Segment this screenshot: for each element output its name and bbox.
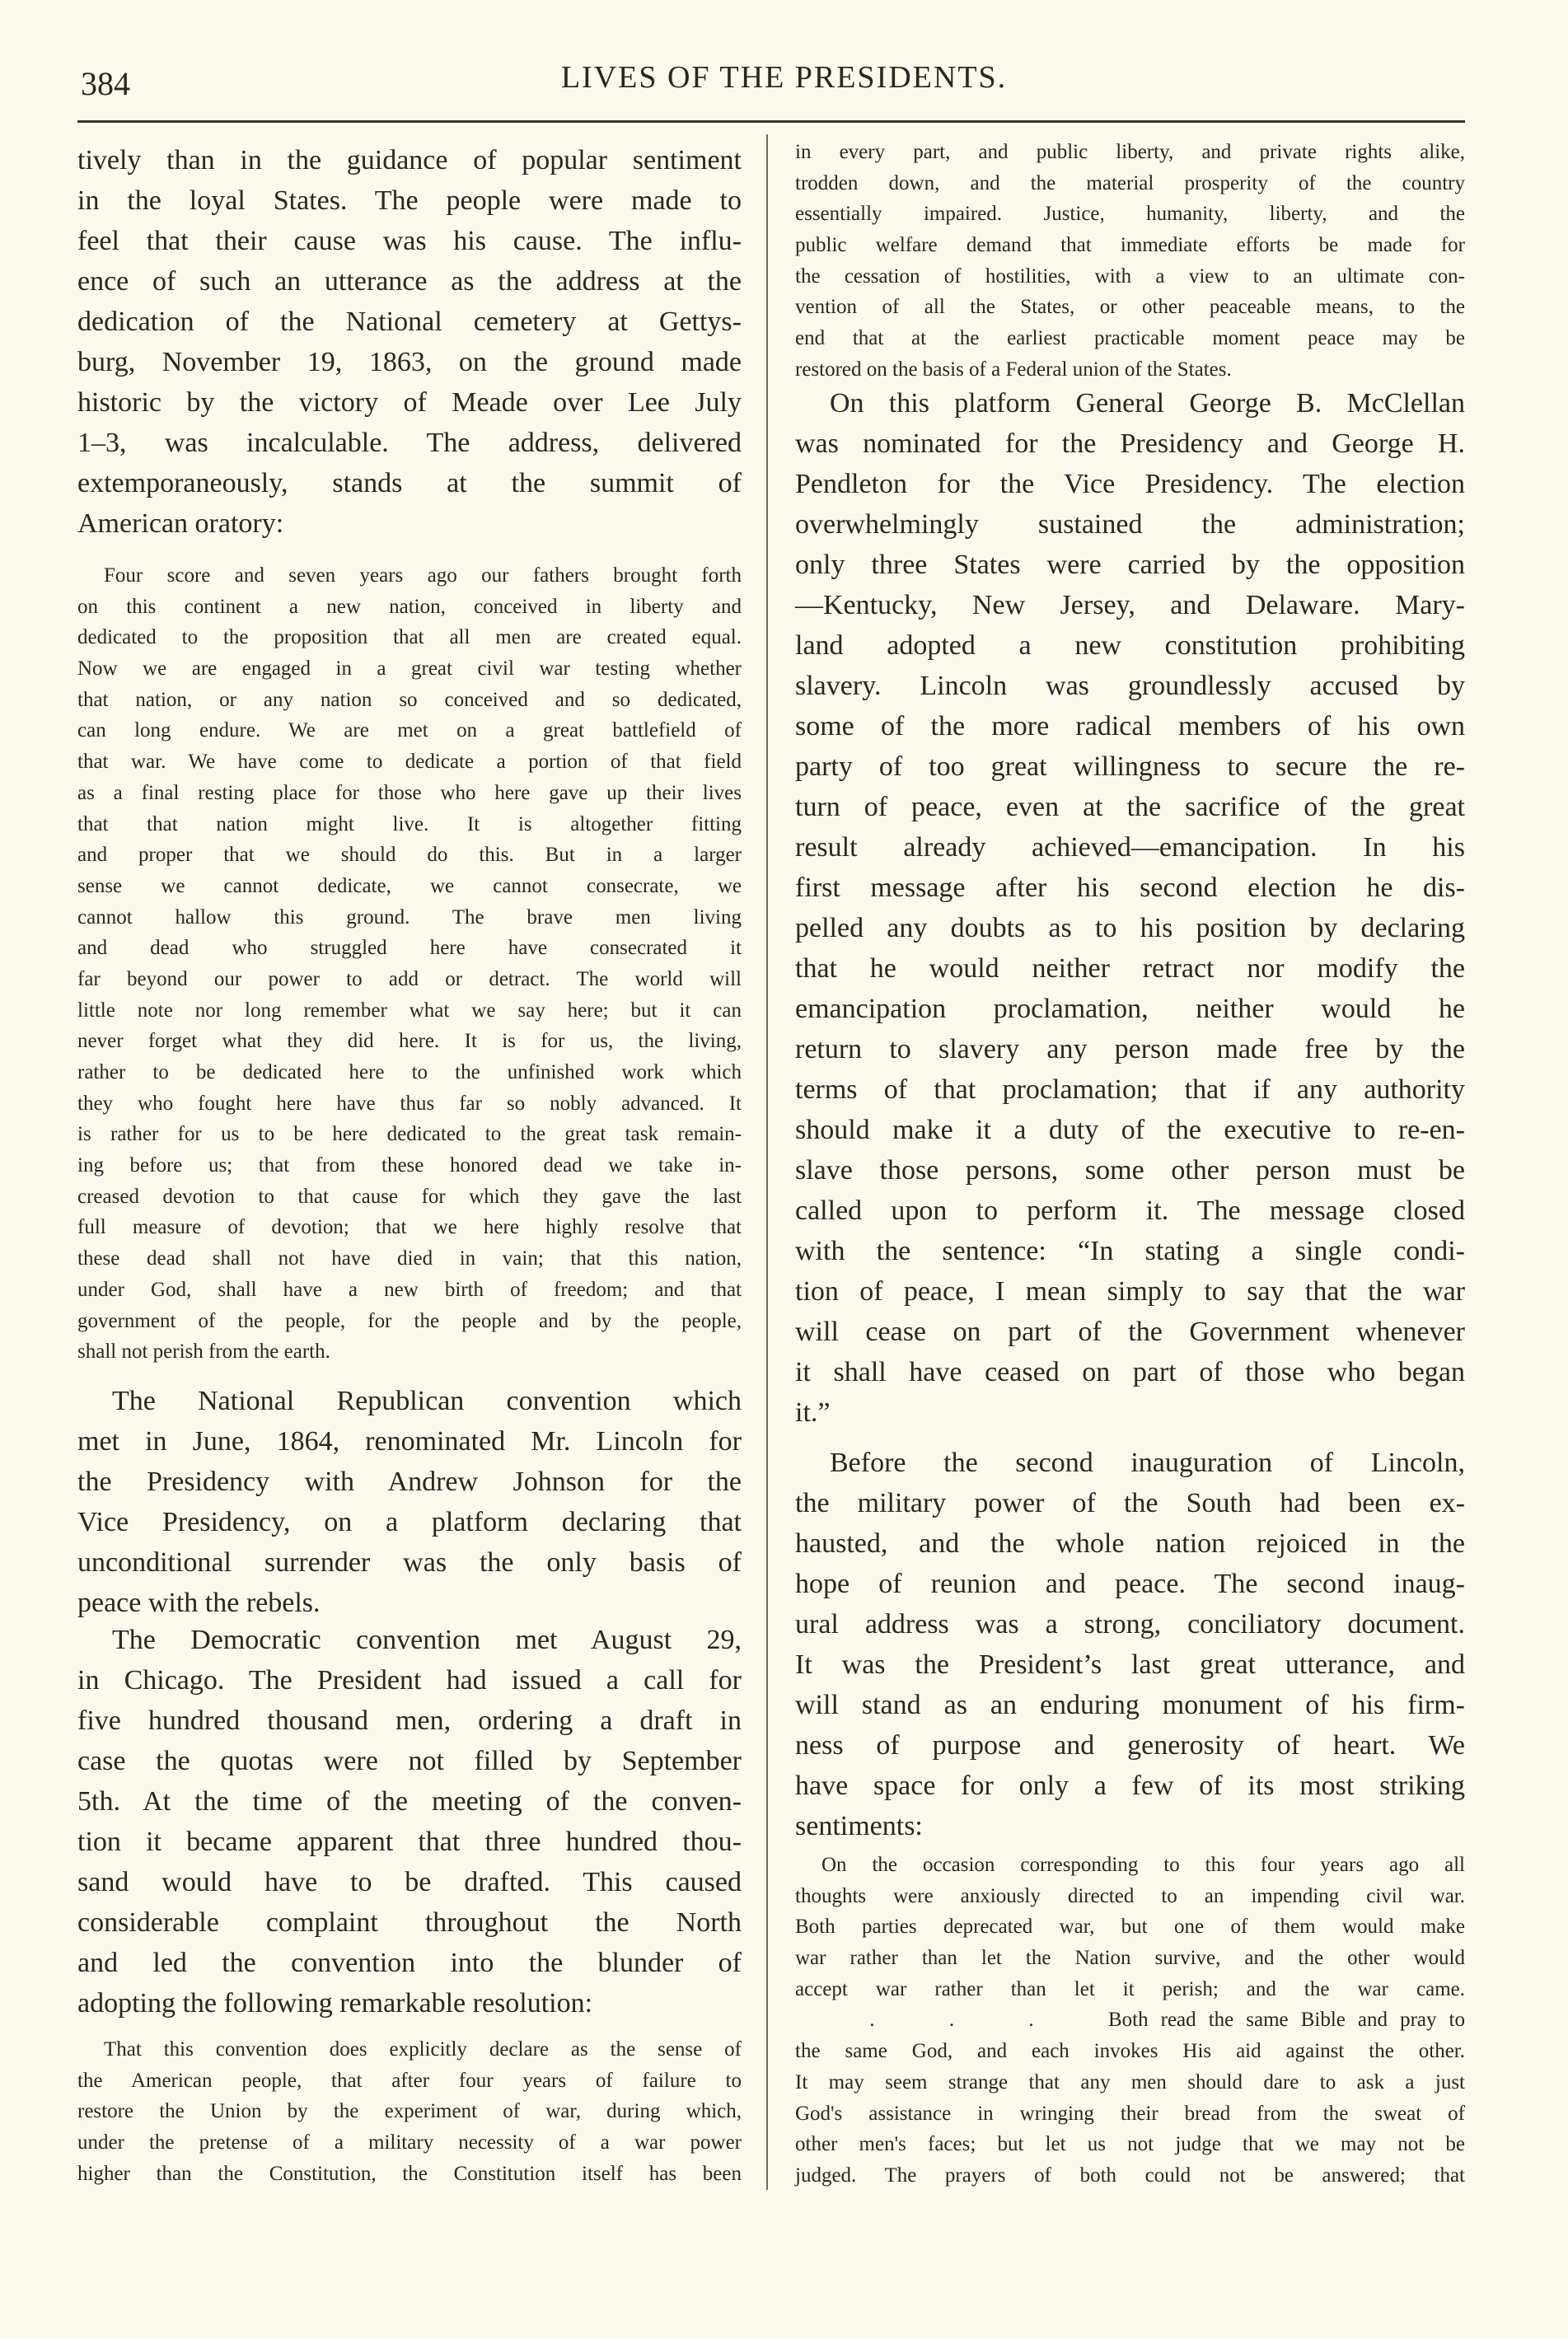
text-line: result already achieved—emancipation. In his [795,832,1465,863]
text-line: government of the people, for the people and by the people, [77,1309,742,1332]
text-line: that he would neither retract nor modify the [795,953,1465,984]
text-line: feel that their cause was his cause. The influ- [77,226,742,256]
text-line: 1–3, was incalculable. The address, delivered [77,428,742,458]
text-line: Pendleton for the Vice Presidency. The election [795,469,1465,499]
text-line: 5th. At the time of the meeting of the conven- [77,1786,742,1817]
text-line: emancipation proclamation, neither would he [795,994,1465,1024]
text-line: judged. The prayers of both could not be answered; that [795,2164,1465,2187]
text-line: adopting the following remarkable resolution: [77,1988,593,2019]
text-line: land adopted a new constitution prohibiting [795,630,1465,661]
gettysburg-address-quote [77,560,742,1368]
text-line: extemporaneously, stands at the summit of [77,468,742,498]
text-line: considerable complaint throughout the North [77,1907,742,1938]
text-line: return to slavery any person made free by the [795,1034,1465,1064]
resolution-quote-end [795,137,1465,386]
text-line: sand would have to be drafted. This caused [77,1867,742,1897]
text-line: Before the second inauguration of Lincoln, [830,1448,1465,1478]
text-line: they who fought here have thus far so nobly advanced. It [77,1092,742,1115]
text-line: burg, November 19, 1863, on the ground made [77,347,742,377]
text-line: and proper that we should do this. But in a larger [77,844,742,867]
text-line: should make it a duty of the executive to re-en- [795,1115,1465,1145]
text-line: peace with the rebels. [77,1588,321,1618]
text-line: as a final resting place for those who here gave up their lives [77,781,742,804]
text-line: can long endure. We are met on a great battlefield of [77,719,742,742]
text-line: hope of reunion and peace. The second inaug- [795,1569,1465,1599]
text-line: Four score and seven years ago our fathers brought forth [104,564,742,587]
second-inauguration-para [795,1443,1465,1846]
page-number: 384 [81,65,130,102]
text-line: that nation, or any nation so conceived and so dedicated, [77,688,742,711]
text-line: the cessation of hostilities, with a view to an ultimate con- [795,264,1465,288]
text-line: only three States were carried by the opposition [795,550,1465,580]
text-line: historic by the victory of Meade over Lee July [77,387,742,418]
text-line: never forget what they did here. It is for us, the living, [77,1030,742,1053]
republican-convention-para [77,1381,742,1623]
text-line: It may seem strange that any men should dare to ask a just [795,2070,1465,2093]
text-line: that war. We have come to dedicate a portion of that field [77,751,742,774]
text-line: terms of that proclamation; that if any authority [795,1074,1465,1105]
text-line: that that nation might live. It is altogether fitting [77,812,742,835]
text-line: turn of peace, even at the sacrifice of the great [795,792,1465,822]
text-line: Both parties deprecated war, but one of them would make [795,1916,1465,1939]
text-line: slave those persons, some other person must be [795,1155,1465,1186]
text-line: vention of all the States, or other peaceable means, to the [795,296,1465,319]
text-line: met in June, 1864, renominated Mr. Lincoln for [77,1426,742,1457]
text-line: It was the President’s last great utterance, and [795,1649,1465,1680]
text-line: tion it became apparent that three hundred thou- [77,1827,742,1857]
text-line: overwhelmingly sustained the administration; [795,509,1465,540]
text-line: tively than in the guidance of popular sentiment [77,145,742,175]
text-line: sentiments: [795,1811,923,1841]
text-line: in every part, and public liberty, and private rights alike, [795,141,1465,163]
text-line: restored on the basis of a Federal union of the States. [795,358,1232,381]
text-line: essentially impaired. Justice, humanity, liberty, and the [795,203,1465,226]
text-line: was nominated for the Presidency and George H. [795,428,1465,459]
text-line: The Democratic convention met August 29, [112,1625,742,1655]
header-rule [77,120,1465,123]
text-line: On the occasion corresponding to this four years ago all [821,1854,1465,1876]
text-line: On this platform General George B. McClellan [830,388,1465,419]
text-line: dedicated to the proposition that all men are created equal. [77,626,742,649]
text-line: the Presidency with Andrew Johnson for the [77,1467,742,1497]
text-line: war rather than let the Nation survive, and the other would [795,1947,1465,1970]
text-line: in Chicago. The President had issued a call for [77,1665,742,1696]
text-line: will stand as an enduring monument of his firm- [795,1690,1465,1720]
running-title: LIVES OF THE PRESIDENTS. [560,60,1008,95]
column-divider [766,134,768,2190]
text-line: pelled any doubts as to his position by declaring [795,913,1465,943]
text-line: Vice Presidency, on a platform declaring that [77,1507,742,1537]
text-line: sense we cannot dedicate, we cannot consecrate, we [77,874,742,897]
text-line: on this continent a new nation, conceived in liberty and [77,595,742,618]
text-line: restore the Union by the experiment of war, during which, [77,2100,742,2123]
text-line: ence of such an utterance as the address at the [77,266,742,297]
text-line: in the loyal States. The people were made to [77,185,742,216]
text-line: ness of purpose and generosity of heart. We [795,1730,1465,1761]
text-line: will cease on part of the Government whenever [795,1317,1465,1347]
text-line: party of too great willingness to secure the re- [795,751,1465,782]
text-line: rather to be dedicated here to the unfinished work which [77,1061,742,1083]
text-line: ing before us; that from these honored dead we take in- [77,1154,742,1177]
text-line: higher than the Constitution, the Constitution itself has been [77,2162,742,2185]
text-line: shall not perish from the earth. [77,1340,330,1364]
text-line: American oratory: [77,508,284,539]
text-line: the military power of the South had been ex- [795,1488,1465,1518]
text-line: is rather for us to be here dedicated to the great task remain- [77,1123,742,1146]
text-line: called upon to perform it. The message closed [795,1195,1465,1226]
mcclellan-para [795,383,1465,1433]
text-line: unconditional surrender was the only basis of [77,1547,742,1578]
text-line: ural address was a strong, conciliatory document. [795,1609,1465,1640]
second-inaugural-quote [795,1850,1465,2192]
text-line: public welfare demand that immediate efforts be made for [795,234,1465,257]
text-line: tion of peace, I mean simply to say that the war [795,1276,1465,1307]
text-line: accept war rather than let it perish; and the war came. [795,1977,1465,2000]
text-line: thoughts were anxiously directed to an impending civil war. [795,1884,1465,1907]
text-line: slavery. Lincoln was groundlessly accused by [795,671,1465,701]
text-line: the same God, and each invokes His aid against the other. [795,2040,1465,2063]
resolution-quote-start [77,2034,742,2189]
text-line: with the sentence: “In stating a single condi- [795,1236,1465,1266]
text-line: these dead shall not have died in vain; that this nation, [77,1247,742,1270]
text-line: have space for only a few of its most striking [795,1771,1465,1801]
text-line: case the quotas were not filled by September [77,1746,742,1776]
text-line: cannot hallow this ground. The brave men living [77,905,742,929]
text-line: —Kentucky, New Jersey, and Delaware. Mary- [795,590,1465,620]
text-line: end that at the earliest practicable moment peace may be [795,327,1465,350]
text-line: The National Republican convention which [112,1386,742,1416]
text-line: trodden down, and the material prosperity of the country [795,171,1465,194]
text-line: five hundred thousand men, ordering a draft in [77,1705,742,1736]
left-para-1 [77,140,742,544]
text-line: first message after his second election he dis- [795,872,1465,903]
text-line: it shall have ceased on part of those who began [795,1357,1465,1387]
text-line: other men's faces; but let us not judge that we may not be [795,2133,1465,2156]
text-line: and led the convention into the blunder of [77,1948,742,1978]
text-line: creased devotion to that cause for which they gave the last [77,1185,742,1208]
text-line: little note nor long remember what we say here; but it can [77,999,742,1022]
text-line: some of the more radical members of his own [795,711,1465,741]
text-line: Now we are engaged in a great civil war testing whether [77,657,742,681]
text-line: God's assistance in wringing their bread from the sweat of [795,2102,1465,2125]
text-line: hausted, and the whole nation rejoiced in the [795,1528,1465,1559]
text-line: . . . Both read the same Bible and pray to [795,2009,1465,2032]
text-line: dedication of the National cemetery at Gettys- [77,306,742,337]
text-line: under God, shall have a new birth of freedom; and that [77,1278,742,1301]
text-line: far beyond our power to add or detract. The world will [77,967,742,990]
text-line: full measure of devotion; that we here highly resolve that [77,1216,742,1239]
text-line: and dead who struggled here have consecrated it [77,937,742,960]
text-line: it.” [795,1397,831,1428]
text-line: the American people, that after four years of failure to [77,2069,742,2092]
text-line: That this convention does explicitly declare as the sense of [104,2038,742,2061]
text-line: under the pretense of a military necessity of a war power [77,2131,742,2154]
democratic-convention-para [77,1620,742,2023]
